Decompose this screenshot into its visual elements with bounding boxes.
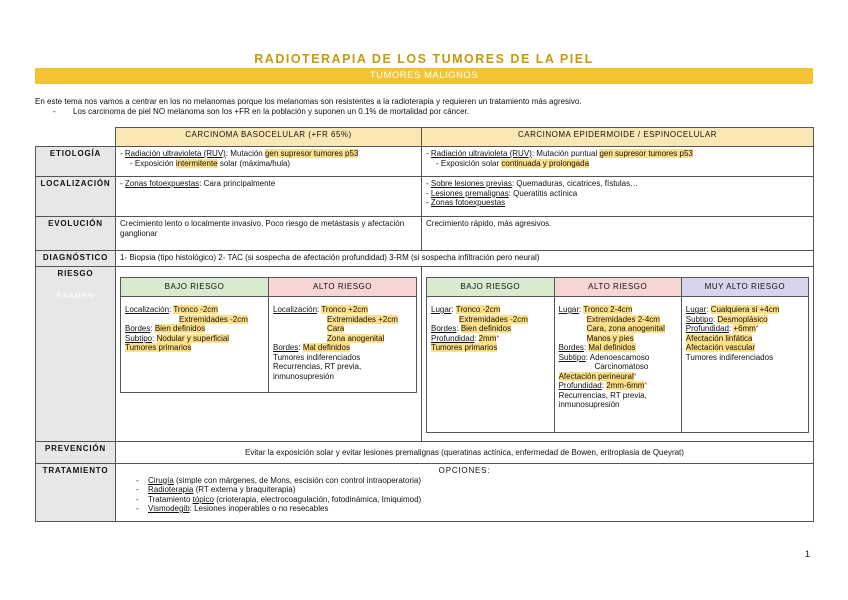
comment-marker: *	[755, 325, 759, 332]
prof-value: 2mm-6mm	[606, 381, 645, 390]
riesgo-baso	[116, 267, 422, 442]
loc-text: : Cara principalmente	[199, 179, 276, 188]
loc-value: Extremidades +2cm	[327, 314, 398, 324]
lugar-label: Lugar	[558, 305, 580, 314]
baso-bajo-header: BAJO RIESGO	[121, 278, 269, 297]
loc-label: Lesiones premalignas	[430, 188, 509, 198]
alto-line: Recurrencias, RT previa,	[273, 362, 362, 371]
evolucion-epi: Crecimiento rápido, más agresivos.	[422, 217, 814, 251]
prof-label: Profundidad	[558, 381, 602, 390]
riesgo-epi-table	[426, 277, 809, 433]
bordes-label: Bordes	[558, 343, 584, 352]
prof-value: 2mm	[478, 333, 497, 343]
epi-alto-header: ALTO RIESGO	[554, 278, 681, 297]
etiologia-baso	[116, 147, 422, 177]
label-prevencion: PREVENCIÓN	[36, 442, 116, 464]
subtipo-value: Carcinomatoso	[594, 362, 649, 371]
loc-value: Zona anogenital	[327, 333, 385, 343]
subtipo-label: Subtipo	[558, 352, 586, 362]
alto-line: inmunosupresión	[273, 371, 334, 381]
corner-cell	[36, 128, 116, 147]
tratamiento-cell	[116, 464, 814, 522]
riesgo-label: RIESGO	[57, 269, 94, 278]
epi-muy-header: MUY ALTO RIESGO	[681, 278, 808, 297]
option-text: (simple con márgenes, de Mons, escisión con control intraoperatoria)	[173, 475, 422, 485]
option-name: Radioterapia	[148, 485, 194, 494]
loc-value: Cara	[327, 324, 345, 333]
loc-label: Localización	[125, 305, 170, 314]
lugar-value: Extremidades -2cm	[459, 314, 528, 324]
epi-alto-content: Lugar: Tronco 2-4cm Extremidades 2-4cm Cara, zona anogenital Manos y pies Bordes: Mal definidos Subtipo: Adenoescamoso Carcinomatoso Afectación perineural* Profundidad: 2mm-6mm* Recurrencias, RT previa, inmunosupresión	[554, 297, 681, 433]
dash: -	[426, 188, 429, 198]
primarios-value: Tumores primarios	[431, 343, 498, 352]
primarios-value: Tumores primarios	[125, 343, 192, 352]
examen-label: EXAMEN	[56, 290, 95, 300]
lugar-value: Tronco 2-4cm	[583, 305, 633, 314]
comment-marker: *	[633, 372, 637, 380]
loc-label: Sobre lesiones previas	[430, 179, 512, 188]
label-evolucion: EVOLUCIÓN	[36, 217, 116, 251]
prof-label: Profundidad	[431, 333, 475, 343]
baso-alto-header: ALTO RIESGO	[269, 278, 417, 297]
alto-line: Recurrencias, RT previa,	[558, 390, 647, 400]
bordes-value: Mal definidos	[588, 343, 636, 352]
intro-bullet: -	[53, 107, 56, 116]
baso-alto-content: Localización: Tronco +2cm Extremidades +2cm Cara Zona anogenital Bordes: Mal definidos Tumores indiferenciados Recurrencias, RT previa, inmunosupresión	[269, 297, 417, 393]
prevencion-text: Evitar la exposición solar y evitar lesiones premalignas (queratinas actínica, enfermedad de Bowen, eritroplasia de Queyrat)	[116, 442, 814, 464]
comment-marker: *	[644, 382, 648, 389]
loc-text: : Quemaduras, cicatrices, fístulas…	[511, 179, 639, 188]
baso-bajo-content: Localización: Tronco -2cm Extremidades -2cm Bordes: Bien definidos Subtipo: Nodular y superficial Tumores primarios	[121, 297, 269, 393]
lugar-value: Cualquiera si +4cm	[710, 305, 780, 314]
ruv-text: : Mutación	[225, 149, 265, 158]
diagnostico-text: 1- Biopsia (tipo histológico) 2- TAC (si sospecha de afectación profundidad) 3-RM (si sospecha infiltración pero neural)	[116, 251, 814, 267]
dash: -	[120, 149, 123, 158]
list-item: - Cirugía (simple con márgenes, de Mons, escisión con control intraoperatoria)	[136, 475, 422, 485]
dash: -	[436, 158, 439, 168]
loc-label: Zonas fotoexpuestas	[430, 198, 506, 207]
epi-bajo-content: Lugar: Tronco -2cm Extremidades -2cm Bordes: Bien definidos Profundidad: 2mm* Tumores primarios	[427, 297, 555, 433]
loc-text: : Queratitis actínica	[508, 188, 578, 198]
label-diagnostico: DIAGNÓSTICO	[36, 251, 116, 267]
bordes-label: Bordes	[431, 324, 457, 333]
loc-value: Tronco -2cm	[173, 305, 218, 314]
exposure-text-end: solar (máxima/hula)	[217, 158, 291, 168]
page-number: 1	[804, 549, 810, 559]
option-text: (RT externa y braquiterapia)	[193, 485, 296, 494]
header-basocelular: CARCINOMA BASOCELULAR (+FR 65%)	[116, 128, 422, 147]
list-item: - Vismodegib: Lesiones inoperables o no resecables	[136, 504, 329, 513]
prof-label: Profundidad	[685, 324, 729, 333]
exposure-text: Exposición	[134, 158, 176, 168]
epi-muy-content: Lugar: Cualquiera si +4cm Subtipo: Desmoplásico Profundidad: +6mm* Afectación linfática Afectación vascular Tumores indiferenciados	[681, 297, 808, 433]
ruv-label: Radiación ultravioleta (RUV)	[124, 149, 226, 158]
bordes-label: Bordes	[273, 343, 299, 352]
section-banner: TUMORES MALIGNOS	[35, 68, 813, 84]
subtipo-label: Subtipo	[685, 314, 713, 324]
bordes-value: Bien definidos	[460, 324, 512, 333]
dash: -	[130, 158, 133, 168]
bordes-value: Mal definidos	[302, 343, 350, 352]
exposure-text: Exposición solar	[440, 158, 502, 168]
vascular-value: Afectación vascular	[685, 343, 756, 352]
label-tratamiento: TRATAMIENTO	[36, 464, 116, 522]
perineural-value: Afectación perineural	[558, 371, 634, 381]
subtipo-value: Adenoescamoso	[589, 352, 650, 362]
indif-value: Tumores indiferenciados	[685, 352, 774, 362]
loc-value: Extremidades -2cm	[179, 314, 248, 324]
option-name: Cirugía	[148, 475, 174, 485]
dash: -	[426, 198, 429, 207]
alto-line: Tumores indiferenciados	[273, 352, 361, 362]
riesgo-epi	[422, 267, 814, 442]
option-name: Vismodegib	[148, 504, 190, 513]
subtipo-value: Desmoplásico	[717, 314, 768, 324]
lugar-value: Extremidades 2-4cm	[586, 314, 660, 324]
loc-value: Tronco +2cm	[321, 305, 368, 314]
intro-text	[35, 97, 582, 117]
intro-line-1: En este tema nos vamos a centrar en los no melanomas porque los melanomas son resistentes a la radioterapia y requieren un tratamiento más agresivo.	[35, 97, 582, 106]
option-pre: Tratamiento	[148, 494, 193, 504]
riesgo-baso-table	[120, 277, 417, 393]
epi-bajo-header: BAJO RIESGO	[427, 278, 555, 297]
lugar-value: Tronco -2cm	[455, 305, 501, 314]
intro-line-2	[35, 107, 582, 117]
tratamiento-header: OPCIONES:	[438, 466, 491, 475]
dash: -	[120, 179, 123, 188]
prof-value: +6mm	[733, 324, 756, 333]
comment-marker: *	[496, 334, 500, 342]
gen-highlight: gen supresor tumores p53	[264, 149, 359, 158]
label-riesgo	[36, 267, 116, 442]
option-text: : Lesiones inoperables o no resecables	[189, 504, 329, 513]
etiologia-epi	[422, 147, 814, 177]
linfatica-value: Afectación linfática	[685, 333, 753, 343]
alto-line: inmunosupresión	[558, 400, 620, 409]
dash: -	[426, 179, 429, 188]
evolucion-baso: Crecimiento lento o localmente invasivo. Poco riesgo de metástasis y afectación ganglionar	[116, 217, 422, 251]
intro-line-2-text: Los carcinoma de piel NO melanoma son los +FR en la población y suponen un 0.1% de mortalidad por cáncer.	[73, 107, 470, 116]
subtipo-value: Nodular y superficial	[156, 333, 230, 343]
gen-highlight: gen supresor tumores p53	[599, 149, 693, 158]
localizacion-epi	[422, 177, 814, 217]
list-item: - Tratamiento tópico (crioterapia, electrocoagulación, fotodinámica, Imiquimod)	[136, 494, 422, 504]
list-item: - Radioterapia (RT externa y braquiterapia)	[136, 485, 296, 494]
lugar-value: Manos y pies	[586, 333, 634, 343]
option-name: tópico	[192, 494, 214, 504]
summary-table	[35, 127, 814, 522]
bordes-value: Bien definidos	[154, 324, 206, 333]
exposure-highlight: intermitente	[175, 158, 218, 168]
ruv-label: Radiación ultravioleta (RUV)	[430, 149, 532, 158]
exposure-highlight: continuada y prolongada	[501, 158, 590, 168]
ruv-text: : Mutación puntual	[531, 149, 600, 158]
tratamiento-list	[120, 476, 809, 514]
loc-label: Zonas fotoexpuestas	[124, 179, 200, 188]
label-localizacion: LOCALIZACIÓN	[36, 177, 116, 217]
header-epidermoide: CARCINOMA EPIDERMOIDE / ESPINOCELULAR	[422, 128, 814, 147]
lugar-value: Cara, zona anogenital	[586, 324, 665, 333]
dash: -	[426, 149, 429, 158]
option-text: (crioterapia, electrocoagulación, fotodinámica, Imiquimod)	[213, 494, 422, 504]
label-etiologia: ETIOLOGÍA	[36, 147, 116, 177]
lugar-label: Lugar	[431, 305, 452, 314]
subtipo-label: Subtipo	[125, 333, 153, 343]
page-title: RADIOTERAPIA DE LOS TUMORES DE LA PIEL	[254, 52, 594, 66]
bordes-label: Bordes	[125, 324, 151, 333]
lugar-label: Lugar	[685, 305, 707, 314]
localizacion-baso	[116, 177, 422, 217]
loc-label: Localización	[273, 305, 318, 314]
